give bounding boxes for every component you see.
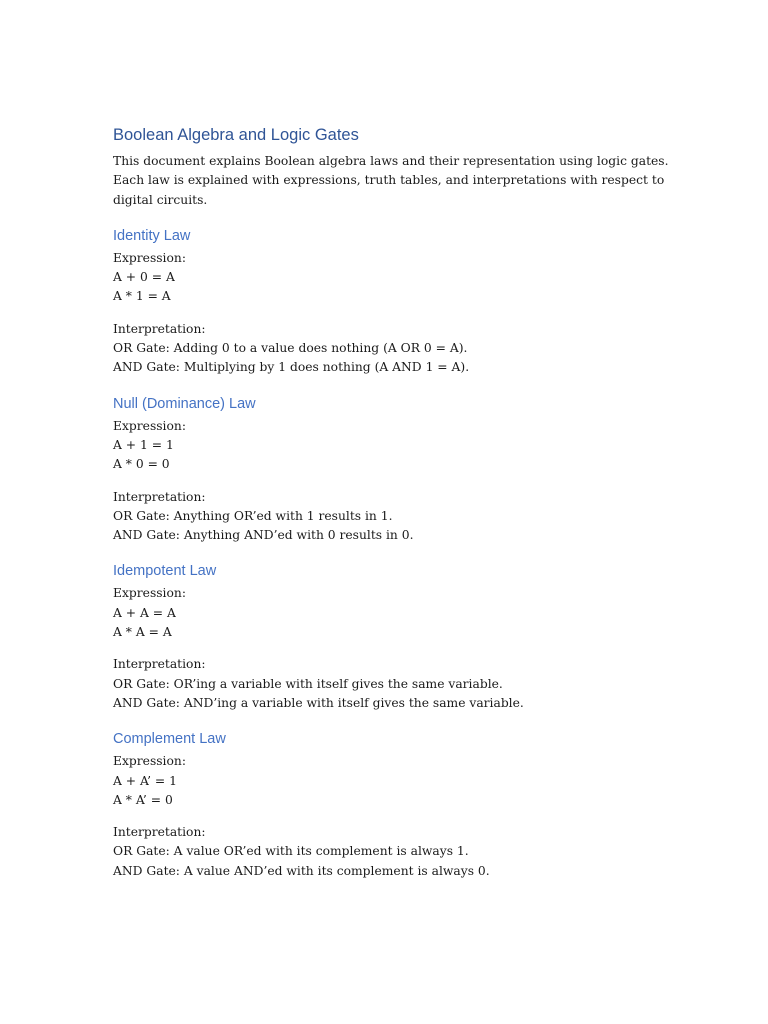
interpretation-label: Interpretation: <box>113 825 206 840</box>
section-heading: Null (Dominance) Law <box>113 395 256 412</box>
interpretation-line: OR Gate: Adding 0 to a value does nothing (A OR 0 = A). <box>113 341 468 356</box>
intro-line: This document explains Boolean algebra laws and their representation using logic gates. <box>113 154 669 168</box>
expression-line: A + 0 = A <box>113 270 175 285</box>
document-page <box>113 124 673 881</box>
section-heading: Idempotent Law <box>113 563 217 580</box>
expression-label: Expression: <box>113 754 186 769</box>
expression-line: A * A = A <box>113 625 172 640</box>
interpretation-label: Interpretation: <box>113 489 206 504</box>
section-null-law <box>113 394 673 546</box>
expression-line: A + 1 = 1 <box>113 437 174 452</box>
expression-label: Expression: <box>113 250 186 265</box>
section-complement-law <box>113 729 673 881</box>
interpretation-line: AND Gate: Multiplying by 1 does nothing (A AND 1 = A). <box>113 360 470 375</box>
interpretation-label: Interpretation: <box>113 657 206 672</box>
interpretation-line: AND Gate: Anything AND’ed with 0 results in 0. <box>113 528 414 543</box>
expression-line: A * 1 = A <box>113 289 171 304</box>
interpretation-line: AND Gate: AND’ing a variable with itself gives the same variable. <box>113 695 524 710</box>
intro-line: digital circuits. <box>113 192 208 207</box>
interpretation-line: OR Gate: Anything OR’ed with 1 results in 1. <box>113 508 393 523</box>
section-heading: Complement Law <box>113 731 226 748</box>
section-identity-law <box>113 226 673 378</box>
expression-line: A + A’ = 1 <box>113 773 177 788</box>
expression-line: A + A = A <box>113 605 176 620</box>
expression-label: Expression: <box>113 418 186 433</box>
interpretation-line: AND Gate: A value AND’ed with its complement is always 0. <box>113 863 490 878</box>
section-heading: Identity Law <box>113 227 191 244</box>
section-idempotent-law <box>113 561 673 713</box>
interpretation-line: OR Gate: A value OR’ed with its complement is always 1. <box>113 844 469 859</box>
interpretation-line: OR Gate: OR’ing a variable with itself gives the same variable. <box>113 676 503 691</box>
interpretation-label: Interpretation: <box>113 321 206 336</box>
expression-label: Expression: <box>113 586 186 601</box>
expression-line: A * A’ = 0 <box>113 792 173 807</box>
intro-line: Each law is explained with expressions, truth tables, and interpretations with respect to <box>113 173 665 188</box>
document-title: Boolean Algebra and Logic Gates <box>113 126 359 144</box>
expression-line: A * 0 = 0 <box>113 457 170 472</box>
intro-paragraph <box>113 152 673 210</box>
